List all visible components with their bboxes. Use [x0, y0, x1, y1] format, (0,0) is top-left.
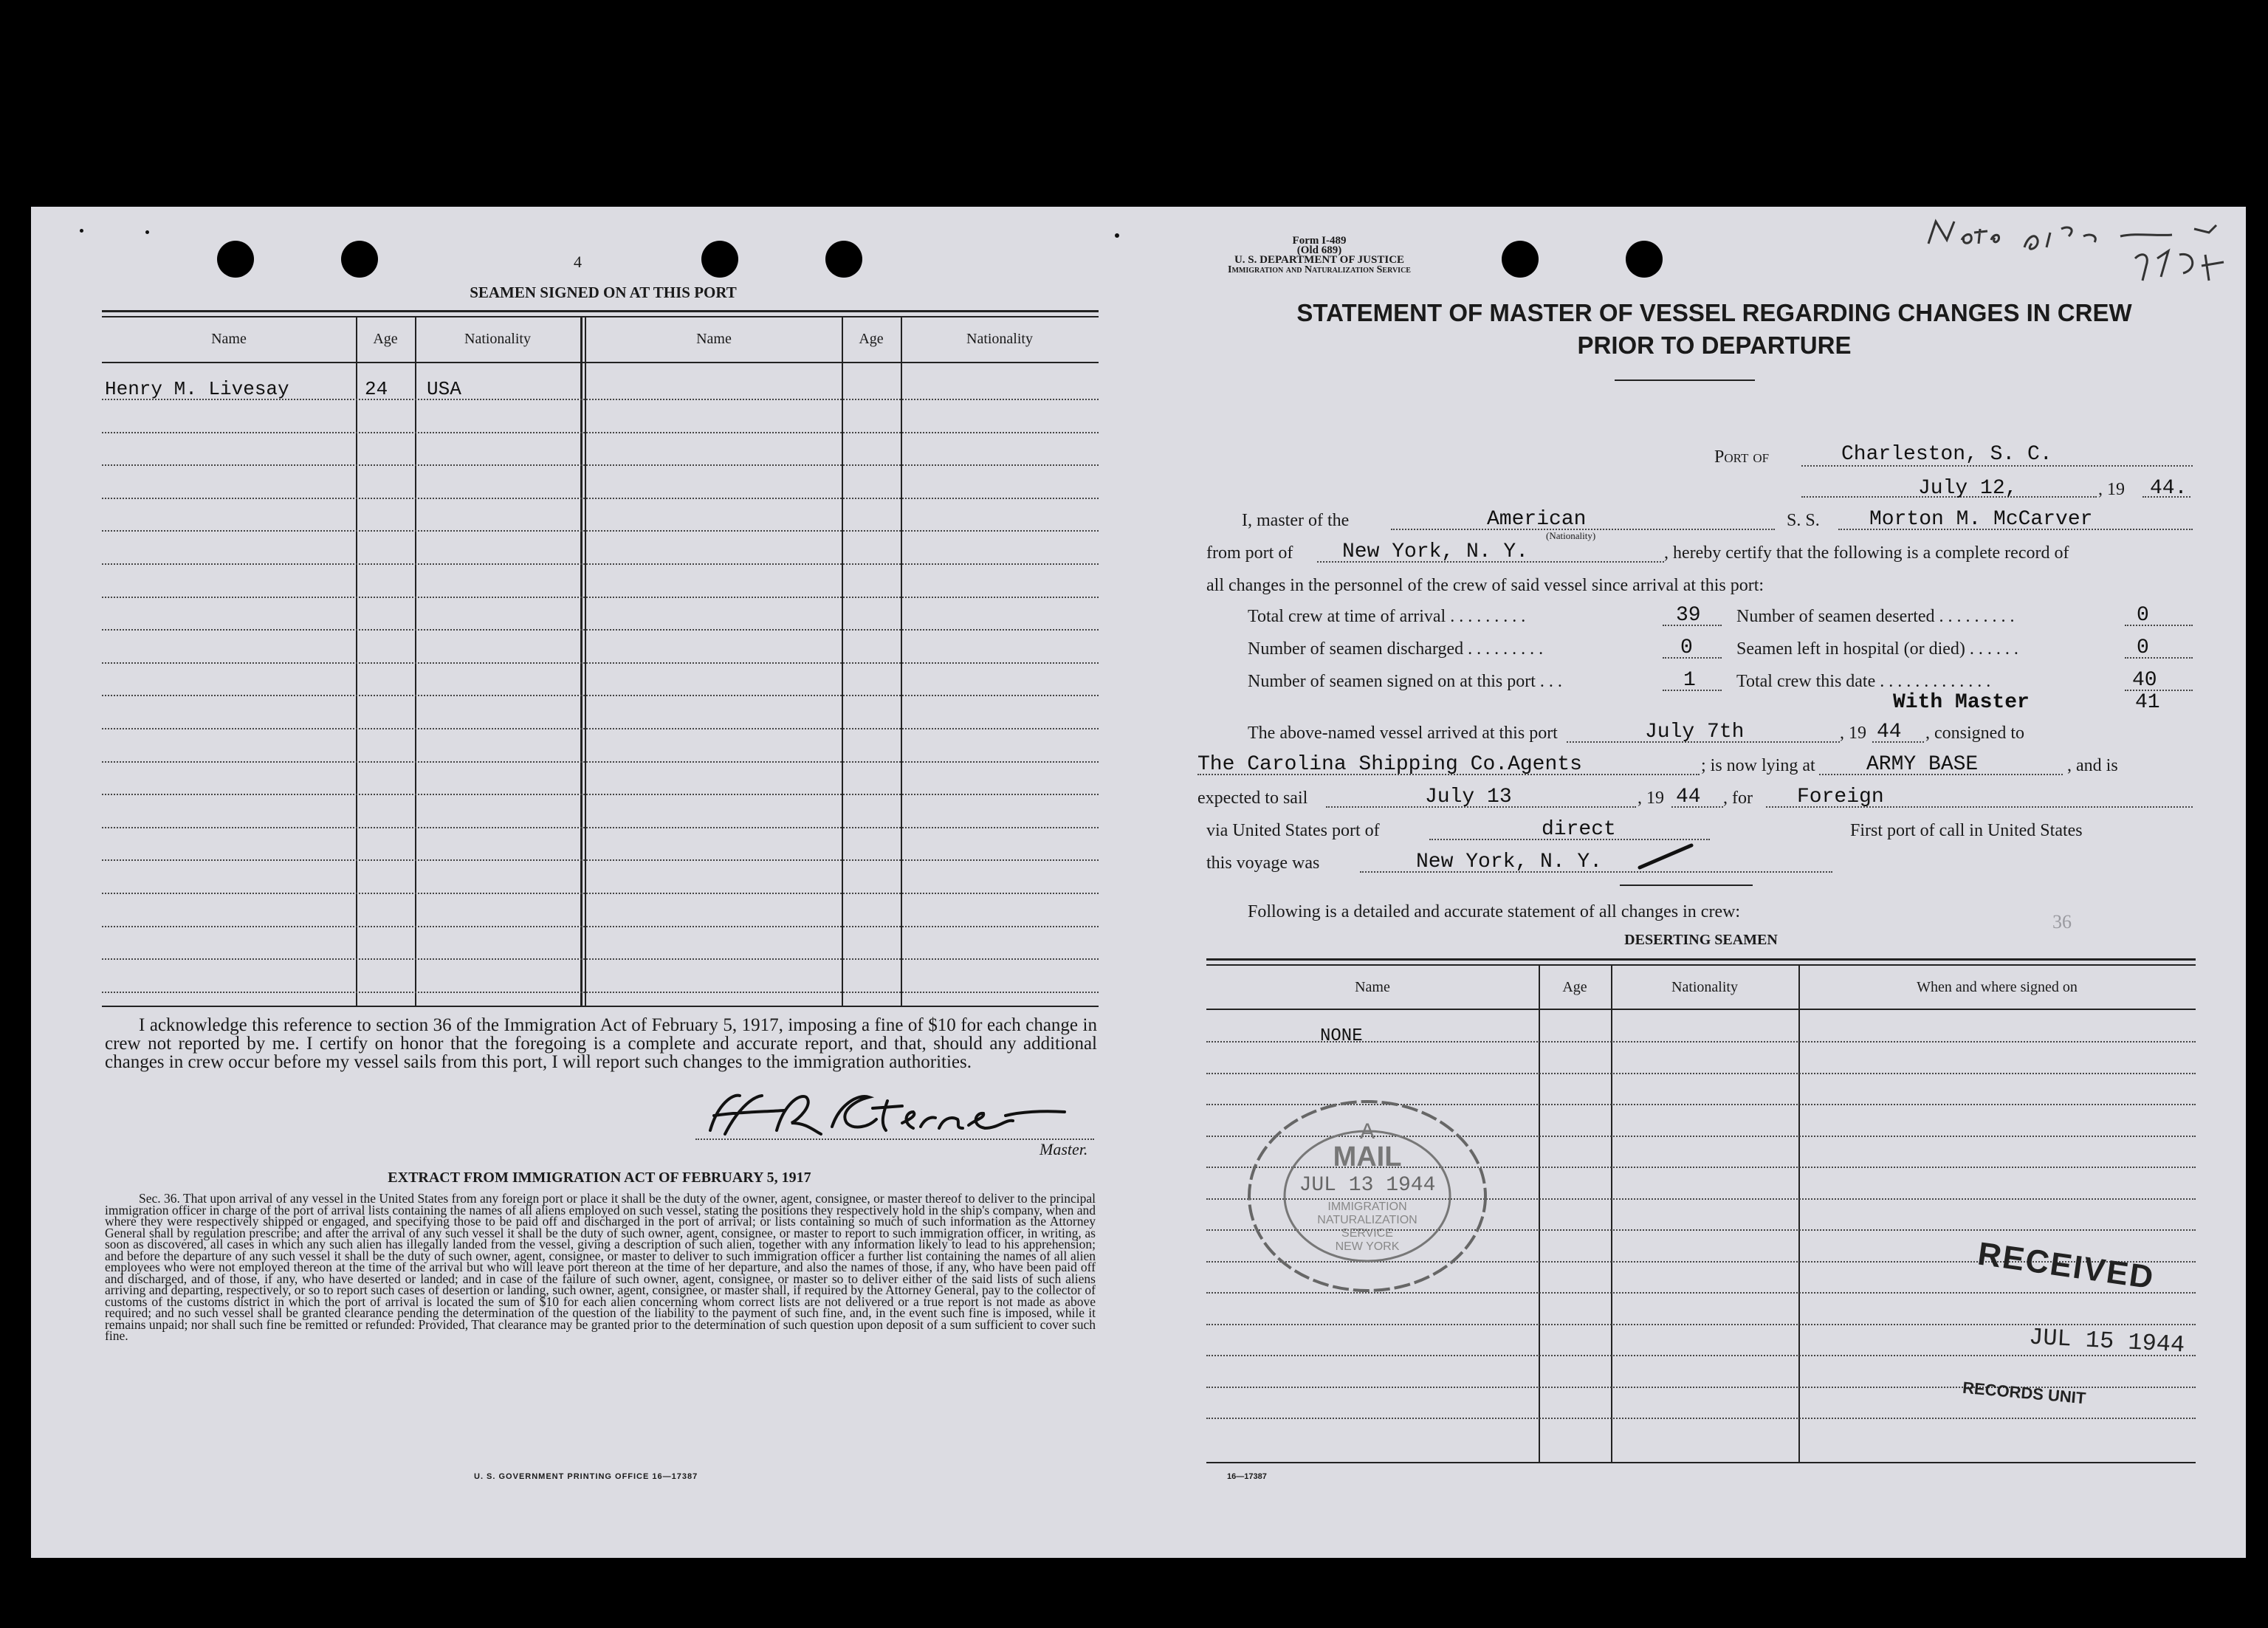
- extract-title: EXTRACT FROM IMMIGRATION ACT OF FEBRUARY 5, 1917: [388, 1170, 811, 1186]
- arrived-year: 44: [1877, 721, 1902, 743]
- total-date-value: 40: [2132, 669, 2157, 692]
- with-master-label: With Master: [1893, 691, 2030, 714]
- margin-mark: 36: [2052, 911, 2072, 933]
- signed-on-label: Number of seamen signed on at this port . . .: [1248, 672, 1562, 691]
- total-arrival-value: 39: [1676, 604, 1701, 627]
- stamp-mail: MAIL: [1333, 1141, 1402, 1172]
- master-signature: [695, 1090, 1079, 1141]
- consigned-label: , consigned to: [1925, 724, 2024, 743]
- row-rule: [1206, 1418, 2196, 1419]
- via-value: direct: [1542, 818, 1616, 841]
- total-date-label: Total crew this date . . . . . . . . . . . . .: [1736, 672, 1991, 691]
- signed-on-value: 1: [1683, 669, 1696, 692]
- stamp-naturalization: NATURALIZATION: [1317, 1214, 1418, 1226]
- row-rule: [102, 563, 1099, 565]
- form-number: Form I-489: [1292, 235, 1347, 247]
- row-rule: [102, 958, 1099, 960]
- port-value: Charleston, S. C.: [1841, 443, 2052, 466]
- stamp-a: A: [1359, 1119, 1375, 1144]
- form-header: [1175, 236, 1463, 275]
- punch-hole: [1502, 241, 1539, 278]
- discharged-label: Number of seamen discharged . . . . . . . . .: [1248, 639, 1544, 659]
- row-rule: [102, 695, 1099, 696]
- expected-year: 44: [1676, 786, 1701, 808]
- expected-label: expected to sail: [1197, 789, 1308, 808]
- col-name-header-2: Name: [696, 331, 732, 347]
- col-name-header: Name: [211, 331, 247, 347]
- for-label: , for: [1723, 789, 1753, 808]
- nationality-caption: (Nationality): [1546, 530, 1596, 541]
- row-rule: [102, 432, 1099, 433]
- row-rule: [102, 827, 1099, 828]
- from-port-value: New York, N. Y.: [1342, 540, 1529, 563]
- consignee: The Carolina Shipping Co.Agents: [1197, 753, 1582, 776]
- service: Immigration and Naturalization Service: [1228, 264, 1411, 275]
- voyage-label: this voyage was: [1206, 854, 1320, 873]
- voyage-value: New York, N. Y.: [1416, 851, 1603, 873]
- document-sheet: 4 SEAMEN SIGNED ON AT THIS PORT Name Age Nationality Name Age Nationality Henry M. Livesay 24 USA I acknowledge this reference to section 36 of the Immigration Act of February 5, 1917, imposing a fine of $10 for each change in crew not reported by me. I certify on honor that the foregoing is a complete and accurate report, and that, should any additional changes in crew occur before my vessel sails from this port, I will report such changes to the immigration authorities. Master. EXTRACT FROM IMMIGRATION ACT OF FEBRUARY 5, 1917 Sec. 36. That upon arrival of any vessel in the United States from any foreign port or place it shall be the duty of the owner, agent, consignee, or master thereof to deliver to the principal immigration officer in charge of the port of arrival lists containing the names of all aliens employed on such vessel, stating the positions they respectively hold in the ship's company, when and where they were respectively shipped or engaged, and specifying those to be paid off and discharged in the port of arrival; or lists containing so much of such information as the Attorney General shall by regulation prescribe; and after the arrival of any such vessel it shall be the duty of such owner, agent, consignee, or master to report to such immigration officer, in writing, as soon as discovered, all cases in which any such alien has illegally landed from the vessel, giving a description of such alien, together with any information likely to lead to his apprehension; and before the departure of any such vessel it shall be the duty of such owner, agent, consignee, or master to deliver to such immigration officer a further list containing the names of all alien employees who were not employed thereon at the time of the arrival but who will leave port thereon at the time of her departure, and also the names of those, if any, who have been paid off and discharged, and of those, if any, who have deserted or landed; and in case of the failure of such owner, agent, consignee, or master so to deliver either of the said lists of such aliens arriving and departing, respectively, or so to report such cases of desertion or landing, such owner, agent, consignee, or master shall, if required by the Attorney General, pay to the collector of customs of the customs district in which the port of arrival is located the sum of $10 for each alien concerning whom correct lists are not delivered or a true report is not made as above required; and no such vessel shall be granted clearance pending the determination of the question of the liability to the payment of such fine, and, in the event such fine is imposed, while it remains unpaid; nor shall such fine be remitted or refunded: Provided, That clearance may be granted prior to the determination of such question upon deposit of a sum sufficient to cover such fine. U. S. GOVERNMENT PRINTING OFFICE 16—17387 Form I-489 (Old 689) U. S. DEPARTMENT OF JUSTICE Immigration and Naturalization Service STATEMENT OF MASTER OF VESSEL REGARDING CHANGES IN CREW PRIOR TO DEPARTURE Port of Charleston, S. C. July 12, , 19 44. I, master of the American (Nationality) S. S. Morton M. McCarver from port of New York, N. Y. , hereby certify that the following is a complete record of all changes in the personnel of the crew of said vessel since arrival at this port: Total crew at time of arrival . . . . . . . . . 39 Number of seamen deserted . . . . . . . . . 0 Number of seamen discharged . . . . . . . . . 0 Seamen left in hospital (or died) . . . . . . 0 Number of seamen signed on at this port . . . 1 Total crew this date . . . . . . . . . . . . . 40 With Master 41 The above-named vessel arrived at this port July 7th , 19 44 , consigned to The Carolina Shipping Co.Agents ; is now lying at ARMY BASE , and is expected to sail July 13 , 19 44 , for Foreign via United States port of direct First port of call in United States this voyage was New York, N. Y. Following is a detailed and accurate statement of all changes in crew: 36 DESERTING SEAMEN Name Age Nationality When and where signed on NONE A MAIL JUL 13 1944 IMMIGRATION NATURALIZATION SERVICE NEW YORK RECEIVED JUL 15 1944 RECORDS UNIT 16—17387: [31, 207, 2246, 1558]
- row-rule: [102, 926, 1099, 927]
- first-port-label: First port of call in United States: [1850, 821, 2083, 840]
- hospital-label: Seamen left in hospital (or died) . . . . . .: [1736, 639, 2018, 659]
- seaman-name: Henry M. Livesay: [105, 378, 289, 400]
- deserting-none: NONE: [1320, 1026, 1363, 1046]
- arrived-value: July 7th: [1645, 721, 1745, 743]
- col-age-header: Age: [373, 331, 398, 347]
- row-rule: [102, 629, 1099, 631]
- year-value: 44.: [2150, 477, 2188, 500]
- des-col-nationality: Nationality: [1671, 979, 1738, 995]
- expected-value: July 13: [1425, 786, 1512, 808]
- department: U. S. DEPARTMENT OF JUSTICE: [1234, 254, 1405, 266]
- row-rule: [102, 498, 1099, 499]
- nationality-value: American: [1487, 508, 1587, 531]
- mail-stamp: [1242, 1093, 1493, 1299]
- stamp-date: JUL 13 1944: [1299, 1174, 1436, 1197]
- via-label: via United States port of: [1206, 821, 1380, 840]
- master-label: Master.: [1040, 1140, 1088, 1158]
- hospital-value: 0: [2137, 636, 2149, 659]
- for-value: Foreign: [1797, 786, 1884, 808]
- seaman-nationality: USA: [427, 378, 461, 400]
- year-prefix: , 19: [2098, 480, 2125, 499]
- handwritten-note: [1914, 207, 2238, 288]
- stamp-immigration: IMMIGRATION: [1327, 1201, 1407, 1213]
- deserted-value: 0: [2137, 604, 2149, 627]
- deserting-title: DESERTING SEAMEN: [1624, 932, 1778, 948]
- with-master-value: 41: [2135, 691, 2160, 714]
- punch-hole: [701, 241, 738, 278]
- right-page-title: [1227, 297, 2202, 362]
- left-page-title: SEAMEN SIGNED ON AT THIS PORT: [470, 284, 737, 301]
- row-rule: [102, 893, 1099, 894]
- total-arrival-label: Total crew at time of arrival . . . . . . . . .: [1248, 607, 1526, 626]
- des-col-signed: When and where signed on: [1917, 979, 2078, 995]
- des-col-name: Name: [1355, 979, 1390, 995]
- seaman-age: 24: [365, 378, 388, 400]
- des-col-age: Age: [1562, 979, 1587, 995]
- from-port-label: from port of: [1206, 543, 1293, 563]
- title-line-2: PRIOR TO DEPARTURE: [1577, 332, 1852, 359]
- col-age-header-2: Age: [859, 331, 884, 347]
- row-rule: [102, 530, 1099, 532]
- date-value: July 12,: [1918, 477, 2018, 500]
- row-rule: [102, 761, 1099, 763]
- master-of-label: I, master of the: [1242, 511, 1350, 530]
- row-rule: [102, 992, 1099, 993]
- discharged-value: 0: [1680, 636, 1693, 659]
- page-number: 4: [574, 253, 582, 271]
- lying-label: ; is now lying at: [1701, 756, 1815, 775]
- right-printer-note: 16—17387: [1227, 1472, 1267, 1481]
- row-rule: [1206, 1355, 2196, 1356]
- ss-label: S. S.: [1787, 511, 1820, 530]
- lying-value: ARMY BASE: [1866, 753, 1979, 776]
- col-nationality-header-2: Nationality: [966, 331, 1033, 347]
- stamp-service: SERVICE: [1341, 1227, 1393, 1240]
- row-rule: [102, 859, 1099, 861]
- deserted-label: Number of seamen deserted . . . . . . . . .: [1736, 607, 2015, 626]
- check-mark: [1636, 842, 1695, 875]
- vessel-name: Morton M. McCarver: [1869, 508, 2093, 531]
- punch-hole: [825, 241, 862, 278]
- punch-hole: [341, 241, 378, 278]
- punch-hole: [217, 241, 254, 278]
- row-rule: [102, 794, 1099, 795]
- received-date: JUL 15 1944: [2028, 1323, 2186, 1359]
- row-rule: [102, 464, 1099, 466]
- col-nationality-header: Nationality: [464, 331, 531, 347]
- and-is: , and is: [2067, 756, 2118, 775]
- records-unit: RECORDS UNIT: [1962, 1378, 2087, 1408]
- extract-text: Sec. 36. That upon arrival of any vessel in the United States from any foreign port or place it shall be the duty of the owner, agent, consignee, or master thereof to deliver to the principal immigration officer in charge of the port of arrival lists containing the names of all aliens employed on such vessel, stating the positions they respectively hold in the ship's company, when and where they were respectively shipped or engaged, and specifying those to be paid off and discharged in the port of arrival; or lists containing so much of such information as the Attorney General shall by regulation prescribe; and after the arrival of any such vessel it shall be the duty of such owner, agent, consignee, or master to report to such immigration officer, in writing, as soon as discovered, all cases in which any such alien has illegally landed from the vessel, giving a description of such alien, together with any information likely to lead to his apprehension; and before the departure of any such vessel it shall be the duty of such owner, agent, consignee, or master to deliver to such immigration officer a further list containing the names of all alien employees who were not employed thereon at the time of the arrival but who will leave port thereon at the time of her departure, and also the names of those, if any, who have been paid off and discharged, and of those, if any, who have deserted or landed; and in case of the failure of such owner, agent, consignee, or master so to deliver either of the said lists of such aliens arriving and departing, respectively, or so to report such cases of desertion or landing, such owner, agent, consignee, or master shall, if required by the Attorney General, pay to the collector of customs of the customs district in which the port of arrival is located the sum of $10 for each alien concerning whom correct lists are not delivered or a true report is not made as above required; and no such vessel shall be granted clearance pending the determination of the question of the liability to the payment of such fine, and, in the event such fine is imposed, while it remains unpaid; nor shall such fine be remitted or refunded: Provided, That clearance may be granted prior to the determination of such question upon deposit of a sum sufficient to cover such fine.: [105, 1191, 1096, 1343]
- left-printer-note: U. S. GOVERNMENT PRINTING OFFICE 16—17387: [474, 1472, 698, 1481]
- changes-text: all changes in the personnel of the crew of said vessel since arrival at this port:: [1206, 576, 1764, 595]
- certify-text: , hereby certify that the following is a complete record of: [1664, 543, 2069, 563]
- following-text: Following is a detailed and accurate statement of all changes in crew:: [1248, 902, 1741, 921]
- row-rule: [1206, 1073, 2196, 1074]
- received-stamp: RECEIVED: [1975, 1235, 2157, 1296]
- acknowledgment-text: I acknowledge this reference to section 36 of the Immigration Act of February 5, 1917, imposing a fine of $10 for each change in crew not reported by me. I certify on honor that the foregoing is a complete and accurate report, and that, should any additional changes in crew occur before my vessel sails from this port, I will report such changes to the immigration authorities.: [105, 1015, 1097, 1072]
- port-label: Port of: [1714, 447, 1770, 467]
- punch-hole: [1626, 241, 1663, 278]
- row-rule: [102, 662, 1099, 664]
- row-rule: [102, 728, 1099, 729]
- old-form-number: (Old 689): [1296, 244, 1342, 256]
- arrived-label: The above-named vessel arrived at this port: [1248, 724, 1558, 743]
- row-rule: [102, 597, 1099, 598]
- title-line-1: STATEMENT OF MASTER OF VESSEL REGARDING CHANGES IN CREW: [1296, 299, 2132, 326]
- stamp-newyork: NEW YORK: [1335, 1240, 1400, 1253]
